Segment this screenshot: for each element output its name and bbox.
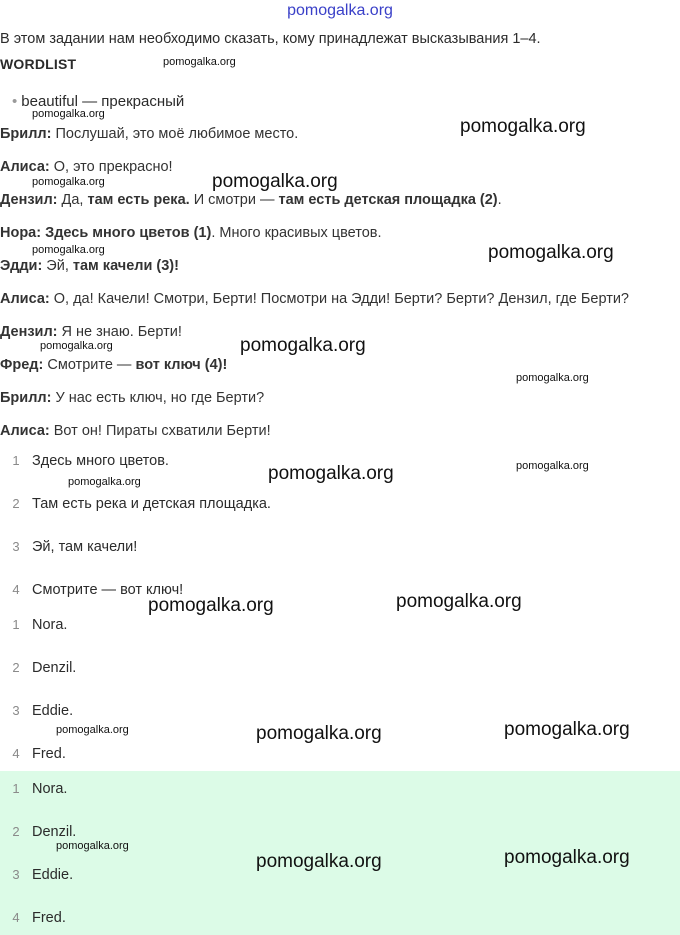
dialogue-text: У нас есть ключ, но где Берти?	[51, 390, 265, 406]
dialogue-line	[0, 390, 264, 406]
answer-item	[0, 781, 67, 797]
watermark: pomogalka.org	[504, 719, 630, 740]
item-number: 2	[12, 496, 20, 511]
dialogue-line	[0, 225, 382, 241]
item-number: 1	[12, 453, 20, 468]
dialogue-text: О, да! Качели! Смотри, Берти! Посмотри на Эдди! Берти? Берти? Дензил, где Берти?	[49, 291, 629, 307]
item-number: 1	[12, 617, 20, 632]
watermark: pomogalka.org	[163, 56, 236, 68]
speaker-name: Алиса:	[0, 291, 50, 307]
item-text: Nora.	[32, 781, 68, 797]
speaker-name: Эдди:	[0, 258, 43, 274]
watermark: pomogalka.org	[32, 244, 105, 256]
speaker-name: Фред:	[0, 357, 44, 373]
dialogue-text: Да,	[57, 192, 88, 208]
bullet-icon: •	[12, 93, 18, 110]
watermark: pomogalka.org	[212, 171, 338, 192]
watermark: pomogalka.org	[256, 851, 382, 872]
item-number: 2	[12, 660, 20, 675]
dialogue-line	[0, 126, 298, 142]
watermark: pomogalka.org	[148, 595, 274, 616]
watermark: pomogalka.org	[488, 242, 614, 263]
site-header[interactable]: pomogalka.org	[287, 2, 393, 19]
dialogue-text: И смотри —	[189, 192, 279, 208]
watermark: pomogalka.org	[240, 335, 366, 356]
item-text: Denzil.	[32, 824, 77, 840]
watermark: pomogalka.org	[40, 340, 113, 352]
item-text: Eddie.	[32, 867, 74, 883]
speaker-name: Дензил:	[0, 192, 58, 208]
highlighted-phrase: там есть детская площадка (2)	[278, 192, 498, 208]
item-number: 3	[12, 867, 20, 882]
name-item	[0, 746, 66, 762]
dialogue-line	[0, 291, 629, 307]
statement-item	[0, 539, 137, 555]
item-text: Denzil.	[32, 660, 77, 676]
dialogue-line	[0, 258, 179, 274]
item-text: Nora.	[32, 617, 68, 633]
dialogue-line	[0, 159, 173, 175]
highlighted-phrase: вот ключ (4)!	[135, 357, 228, 373]
speaker-name: Дензил:	[0, 324, 58, 340]
watermark: pomogalka.org	[56, 840, 129, 852]
dialogue-text: . Много красивых цветов.	[211, 225, 382, 241]
name-item	[0, 617, 67, 633]
dialogue-line	[0, 423, 271, 439]
dialogue-text: Вот он! Пираты схватили Берти!	[49, 423, 271, 439]
watermark: pomogalka.org	[56, 724, 129, 736]
statement-item	[0, 496, 271, 512]
answer-item	[0, 867, 73, 883]
item-number: 1	[12, 781, 20, 796]
item-text: Здесь много цветов.	[32, 453, 169, 469]
item-number: 4	[12, 746, 20, 761]
item-number: 4	[12, 582, 20, 597]
watermark: pomogalka.org	[268, 463, 394, 484]
watermark: pomogalka.org	[504, 847, 630, 868]
dialogue-line	[0, 192, 502, 208]
watermark: pomogalka.org	[256, 723, 382, 744]
speaker-name: Нора:	[0, 225, 42, 241]
item-text: Там есть река и детская площадка.	[32, 496, 271, 512]
item-text: Fred.	[32, 910, 66, 926]
item-number: 3	[12, 539, 20, 554]
watermark: pomogalka.org	[32, 176, 105, 188]
dialogue-text: Я не знаю. Берти!	[57, 324, 182, 340]
watermark: pomogalka.org	[516, 460, 589, 472]
dialogue-line	[0, 357, 227, 373]
wordlist-item-text: beautiful — прекрасный	[21, 93, 185, 110]
answer-item	[0, 910, 66, 926]
dialogue-text: О, это прекрасно!	[49, 159, 173, 175]
statement-item	[0, 453, 169, 469]
name-item	[0, 703, 73, 719]
speaker-name: Брилл:	[0, 126, 52, 142]
speaker-name: Алиса:	[0, 159, 50, 175]
wordlist-title: WORDLIST	[0, 56, 77, 72]
item-number: 4	[12, 910, 20, 925]
dialogue-line	[0, 324, 182, 340]
item-number: 2	[12, 824, 20, 839]
item-text: Fred.	[32, 746, 66, 762]
watermark: pomogalka.org	[516, 372, 589, 384]
item-text: Эй, там качели!	[32, 539, 138, 555]
task-intro: В этом задании нам необходимо сказать, кому принадлежат высказывания 1–4.	[0, 31, 541, 47]
watermark: pomogalka.org	[460, 116, 586, 137]
watermark: pomogalka.org	[68, 476, 141, 488]
highlighted-phrase: там есть река.	[87, 192, 190, 208]
watermark: pomogalka.org	[32, 108, 105, 120]
dialogue-text: .	[497, 192, 502, 208]
dialogue-text: Смотрите —	[43, 357, 136, 373]
highlighted-phrase: там качели (3)!	[72, 258, 179, 274]
name-item	[0, 660, 76, 676]
item-number: 3	[12, 703, 20, 718]
item-text: Eddie.	[32, 703, 74, 719]
dialogue-text: Послушай, это моё любимое место.	[51, 126, 299, 142]
speaker-name: Алиса:	[0, 423, 50, 439]
watermark: pomogalka.org	[396, 591, 522, 612]
speaker-name: Брилл:	[0, 390, 52, 406]
highlighted-phrase: Здесь много цветов (1)	[45, 225, 212, 241]
item-text: Смотрите — вот ключ!	[32, 582, 184, 598]
dialogue-text: Эй,	[42, 258, 73, 274]
answer-item	[0, 824, 76, 840]
